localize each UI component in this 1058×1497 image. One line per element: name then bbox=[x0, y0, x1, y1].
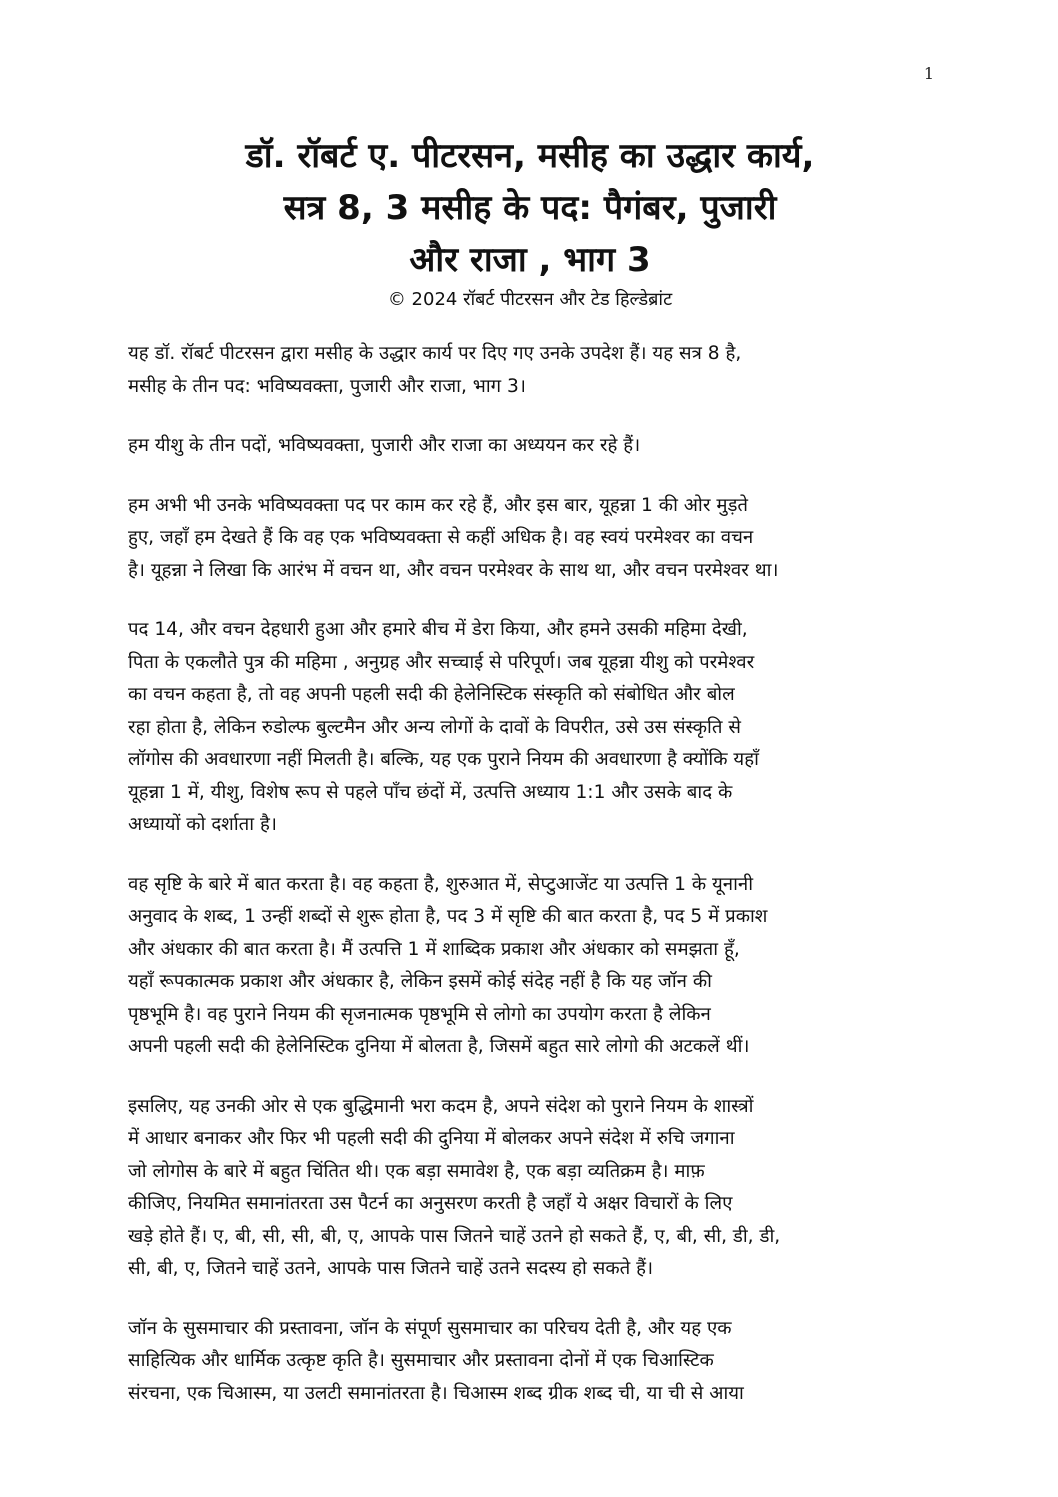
text-line: यूहन्ना 1 में, यीशु, विशेष रूप से पहले पाँच छंदों में, उत्पत्ति अध्याय 1:1 और उसके बाद के bbox=[128, 781, 733, 803]
text-line: पद 14, और वचन देहधारी हुआ और हमारे बीच में डेरा किया, और हमने उसकी महिमा देखी, bbox=[128, 619, 748, 640]
paragraph-1 bbox=[128, 338, 932, 403]
text-line: इसलिए, यह उनकी ओर से एक बुद्धिमानी भरा कदम है, अपने संदेश को पुराने नियम के शास्त्रों bbox=[128, 1095, 754, 1117]
text-line: वह सृष्टि के बारे में बात करता है। वह कहता है, शुरुआत में, सेप्टुआजेंट या उत्पत्ति 1 के यूनानी bbox=[128, 873, 754, 895]
paragraph-4 bbox=[128, 614, 932, 842]
paragraph-2 bbox=[128, 430, 932, 463]
text-line: हम अभी भी उनके भविष्यवक्ता पद पर काम कर रहे हैं, और इस बार, यूहन्ना 1 की ओर मुड़ते bbox=[128, 494, 749, 516]
text-line: में आधार बनाकर और फिर भी पहली सदी की दुनिया में बोलकर अपने संदेश में रुचि जगाना bbox=[128, 1128, 735, 1149]
text-line: अपनी पहली सदी की हेलेनिस्टिक दुनिया में बोलता है, जिसमें बहुत सारे लोगो की अटकलें थीं। bbox=[128, 1036, 750, 1057]
text-line: कीजिए, नियमित समानांतरता उस पैटर्न का अनुसरण करती है जहाँ ये अक्षर विचारों के लिए bbox=[128, 1193, 733, 1214]
text-line: खड़े होते हैं। ए, बी, सी, सी, बी, ए, आपके पास जितने चाहें उतने हो सकते हैं, ए, बी, सी, डी, डी, bbox=[128, 1225, 781, 1247]
text-line: जो लोगोस के बारे में बहुत चिंतित थी। एक बड़ा समावेश है, एक बड़ा व्यतिक्रम है। माफ़ bbox=[128, 1160, 705, 1182]
paragraph-6 bbox=[128, 1091, 932, 1286]
text-line: पिता के एकलौते पुत्र की महिमा , अनुग्रह और सच्चाई से परिपूर्ण। जब यूहन्ना यीशु को परमेश्वर bbox=[128, 651, 755, 673]
text-line: अनुवाद के शब्द, 1 उन्हीं शब्दों से शुरू होता है, पद 3 में सृष्टि की बात करता है, पद 5 में प्रकाश bbox=[128, 906, 768, 927]
text-line: साहित्यिक और धार्मिक उत्कृष्ट कृति है। सुसमाचार और प्रस्तावना दोनों में एक चिआस्टिक bbox=[128, 1350, 714, 1371]
text-line: अध्यायों को दर्शाता है। bbox=[128, 814, 277, 835]
title-line: सत्र 8, 3 मसीह के पद: पैगंबर, पुजारी bbox=[283, 188, 777, 228]
document-title-block bbox=[130, 130, 930, 314]
text-line: जॉन के सुसमाचार की प्रस्तावना, जॉन के संपूर्ण सुसमाचार का परिचय देती है, और यह एक bbox=[128, 1317, 732, 1339]
text-line: संरचना, एक चिआस्म, या उलटी समानांतरता है। चिआस्म शब्द ग्रीक शब्द ची, या ची से आया bbox=[128, 1382, 744, 1404]
text-line: रहा होता है, लेकिन रुडोल्फ बुल्टमैन और अन्य लोगों के दावों के विपरीत, उसे उस संस्कृति से bbox=[128, 716, 741, 738]
title-line: और राजा , भाग 3 bbox=[409, 240, 651, 280]
body-text bbox=[128, 338, 932, 1437]
text-line: यह डॉ. रॉबर्ट पीटरसन द्वारा मसीह के उद्धार कार्य पर दिए गए उनके उपदेश हैं। यह सत्र 8 है, bbox=[128, 343, 742, 364]
text-line: मसीह के तीन पद: भविष्यवक्ता, पुजारी और राजा, भाग 3। bbox=[128, 375, 526, 397]
text-line: यहाँ रूपकात्मक प्रकाश और अंधकार है, लेकिन इसमें कोई संदेह नहीं है कि यह जॉन की bbox=[128, 971, 712, 992]
text-line: है। यूहन्ना ने लिखा कि आरंभ में वचन था, और वचन परमेश्वर के साथ था, और वचन परमेश्वर था। bbox=[128, 559, 779, 581]
copyright-notice: © 2024 रॉबर्ट पीटरसन और टेड हिल्डेब्रांट bbox=[387, 289, 673, 310]
paragraph-3 bbox=[128, 490, 932, 588]
paragraph-5 bbox=[128, 869, 932, 1064]
text-line: और अंधकार की बात करता है। मैं उत्पत्ति 1 में शाब्दिक प्रकाश और अंधकार को समझता हूँ, bbox=[128, 938, 740, 960]
paragraph-7 bbox=[128, 1313, 932, 1411]
text-line: हम यीशु के तीन पदों, भविष्यवक्ता, पुजारी और राजा का अध्ययन कर रहे हैं। bbox=[128, 435, 641, 456]
text-line: हुए, जहाँ हम देखते हैं कि वह एक भविष्यवक्ता से कहीं अधिक है। वह स्वयं परमेश्वर का वचन bbox=[128, 527, 754, 548]
page-number: 1 bbox=[923, 64, 934, 83]
title-line: डॉ. रॉबर्ट ए. पीटरसन, मसीह का उद्धार कार्य, bbox=[245, 136, 815, 176]
text-line: लॉगोस की अवधारणा नहीं मिलती है। बल्कि, यह एक पुराने नियम की अवधारणा है क्योंकि यहाँ bbox=[128, 749, 759, 770]
text-line: का वचन कहता है, तो वह अपनी पहली सदी की हेलेनिस्टिक संस्कृति को संबोधित और बोल bbox=[128, 684, 735, 705]
text-line: पृष्ठभूमि है। वह पुराने नियम की सृजनात्मक पृष्ठभूमि से लोगो का उपयोग करता है लेकिन bbox=[128, 1003, 711, 1025]
text-line: सी, बी, ए, जितने चाहें उतने, आपके पास जितने चाहें उतने सदस्य हो सकते हैं। bbox=[128, 1258, 654, 1279]
